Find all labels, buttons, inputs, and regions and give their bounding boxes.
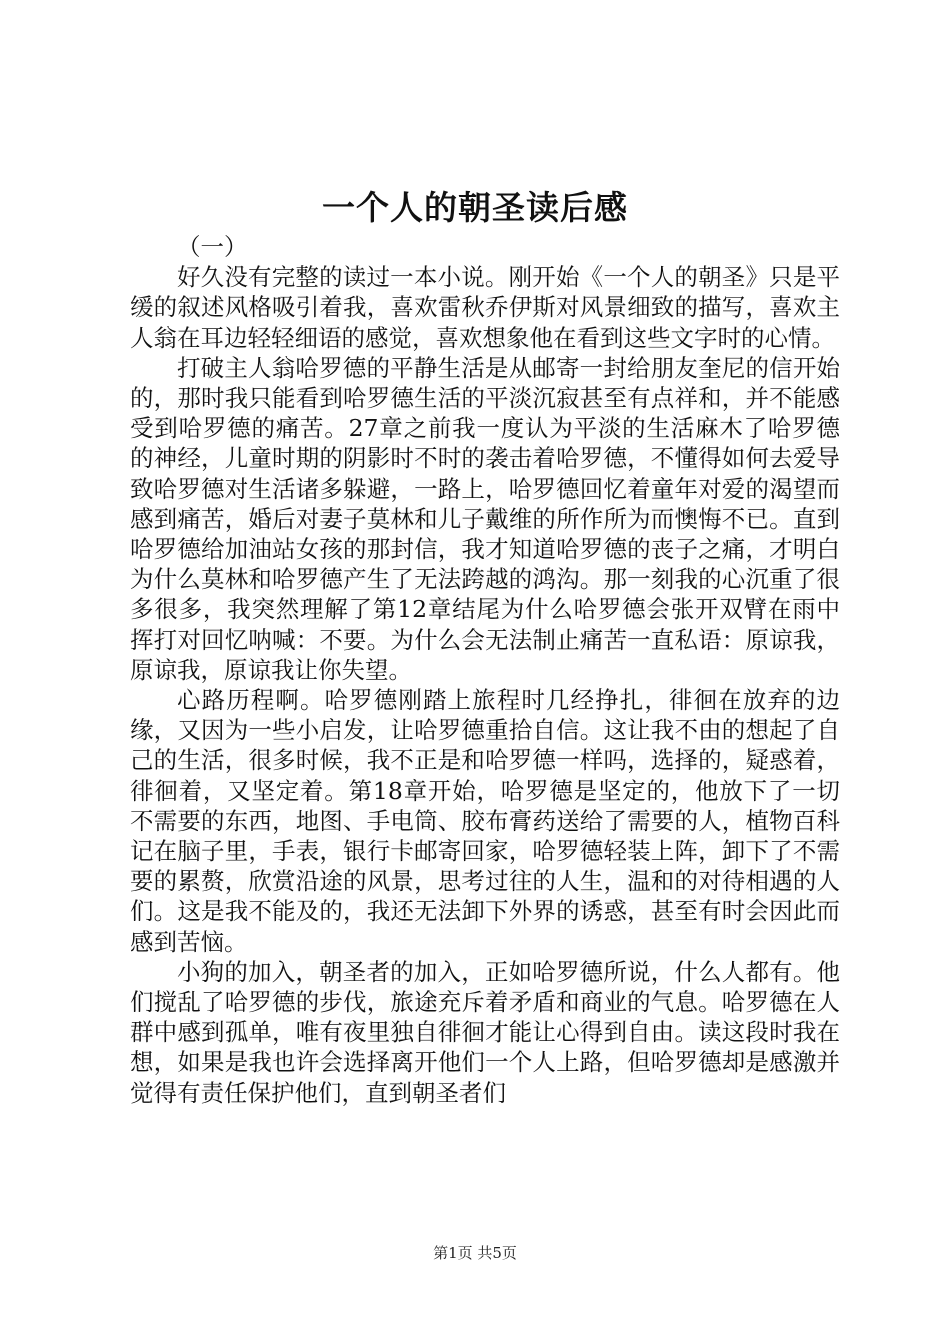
document-body	[130, 232, 840, 1108]
paragraph-2: 打破主人翁哈罗德的平静生活是从邮寄一封给朋友奎尼的信开始的，那时我只能看到哈罗德生活的平淡沉寂甚至有点祥和，并不能感受到哈罗德的痛苦。27章之前我一度认为平淡的生活麻木了哈罗德的神经，儿童时期的阴影时不时的袭击着哈罗德，不懂得如何去爱导致哈罗德对生活诸多躲避，一路上，哈罗德回忆着童年对爱的渴望而感到痛苦，婚后对妻子莫林和儿子戴维的所作所为而懊悔不已。直到哈罗德给加油站女孩的那封信，我才知道哈罗德的丧子之痛，才明白为什么莫林和哈罗德产生了无法跨越的鸿沟。那一刻我的心沉重了很多很多，我突然理解了第12章结尾为什么哈罗德会张开双臂在雨中挥打对回忆呐喊：不要。为什么会无法制止痛苦一直私语：原谅我，原谅我，原谅我让你失望。	[130, 353, 840, 684]
paragraph-4: 小狗的加入，朝圣者的加入，正如哈罗德所说，什么人都有。他们搅乱了哈罗德的步伐，旅途充斥着矛盾和商业的气息。哈罗德在人群中感到孤单，唯有夜里独自徘徊才能让心得到自由。读这段时我在想，如果是我也许会选择离开他们一个人上路，但哈罗德却是感激并觉得有责任保护他们，直到朝圣者们	[130, 957, 840, 1107]
paragraph-3: 心路历程啊。哈罗德刚踏上旅程时几经挣扎，徘徊在放弃的边缘，又因为一些小启发，让哈罗德重拾自信。这让我不由的想起了自己的生活，很多时候，我不正是和哈罗德一样吗，选择的，疑惑着，徘徊着，又坚定着。第18章开始，哈罗德是坚定的，他放下了一切不需要的东西，地图、手电筒、胶布膏药送给了需要的人，植物百科记在脑子里，手表，银行卡邮寄回家，哈罗德轻装上阵，卸下了不需要的累赘，欣赏沿途的风景，思考过往的人生，温和的对待相遇的人们。这是我不能及的，我还无法卸下外界的诱惑，甚至有时会因此而感到苦恼。	[130, 686, 840, 956]
document-title: 一个人的朝圣读后感	[322, 188, 628, 227]
section-label: （一）	[177, 233, 248, 261]
paragraph-1: 好久没有完整的读过一本小说。刚开始《一个人的朝圣》只是平缓的叙述风格吸引着我，喜欢雷秋乔伊斯对风景细致的描写，喜欢主人翁在耳边轻轻细语的感觉，喜欢想象他在看到这些文字时的心情。	[130, 263, 840, 352]
page-footer: 第1页 共5页	[433, 1244, 517, 1262]
